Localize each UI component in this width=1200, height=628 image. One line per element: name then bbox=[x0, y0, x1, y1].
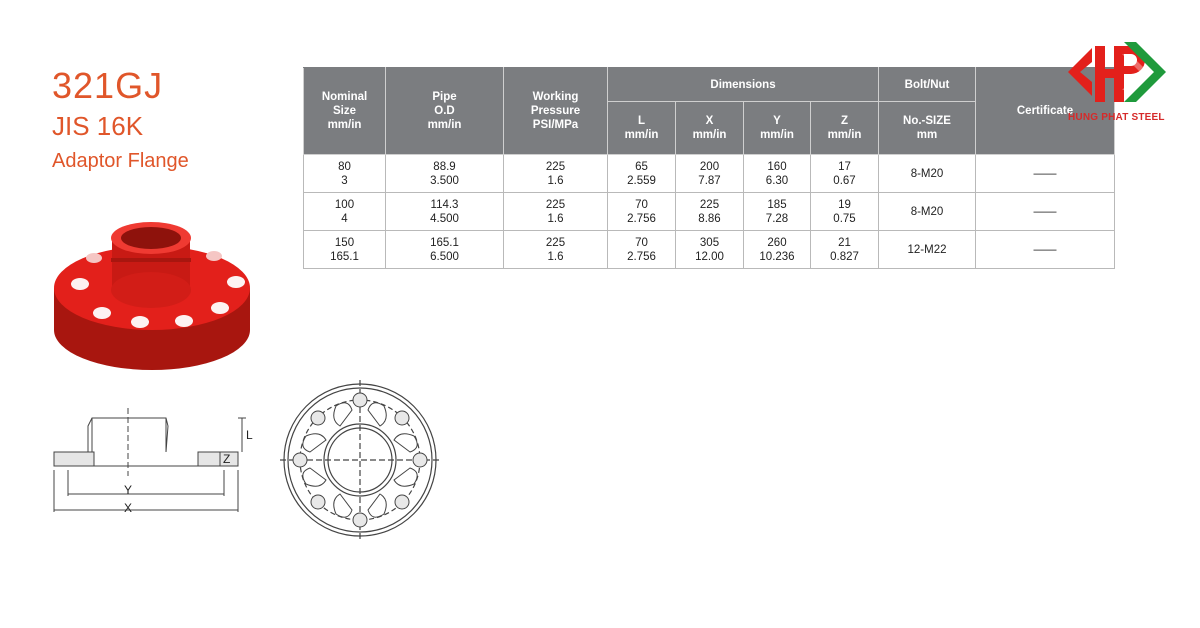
table-row bbox=[304, 155, 1115, 193]
cell-od: 88.9 3.500 bbox=[386, 155, 504, 193]
cell-cert: —— bbox=[976, 231, 1115, 269]
table-row bbox=[304, 193, 1115, 231]
flange-photo bbox=[50, 218, 260, 378]
header-certificate: Certificate bbox=[976, 68, 1115, 155]
cell-Z: 19 0.75 bbox=[811, 193, 879, 231]
cell-L: 65 2.559 bbox=[608, 155, 676, 193]
header-Z: Z mm/in bbox=[811, 102, 879, 155]
cell-nominal: 100 4 bbox=[304, 193, 386, 231]
cell-cert: —— bbox=[976, 155, 1115, 193]
header-no-size: No.-SIZE mm bbox=[879, 102, 976, 155]
cell-X: 305 12.00 bbox=[676, 231, 744, 269]
cell-Y: 185 7.28 bbox=[744, 193, 811, 231]
cell-od: 114.3 4.500 bbox=[386, 193, 504, 231]
product-standard: JIS 16K bbox=[52, 111, 144, 141]
cell-nominal: 80 3 bbox=[304, 155, 386, 193]
product-title-block bbox=[52, 66, 189, 174]
product-model: 321GJ bbox=[52, 65, 164, 106]
cell-pressure: 225 1.6 bbox=[504, 231, 608, 269]
header-X: X mm/in bbox=[676, 102, 744, 155]
cell-cert: —— bbox=[976, 193, 1115, 231]
cell-X: 225 8.86 bbox=[676, 193, 744, 231]
dim-label-y: Y bbox=[124, 483, 133, 497]
dim-label-l: L bbox=[246, 428, 253, 442]
cell-Y: 160 6.30 bbox=[744, 155, 811, 193]
cell-bolt: 12-M22 bbox=[879, 231, 976, 269]
cell-od: 165.1 6.500 bbox=[386, 231, 504, 269]
brand-name: HUNG PHAT STEEL bbox=[1068, 112, 1165, 123]
cell-pressure: 225 1.6 bbox=[504, 193, 608, 231]
cell-pressure: 225 1.6 bbox=[504, 155, 608, 193]
header-bolt-nut: Bolt/Nut bbox=[879, 68, 976, 102]
dim-label-x: X bbox=[124, 501, 133, 515]
header-L: L mm/in bbox=[608, 102, 676, 155]
cell-Y: 260 10.236 bbox=[744, 231, 811, 269]
table-row bbox=[304, 231, 1115, 269]
cell-Z: 17 0.67 bbox=[811, 155, 879, 193]
cell-Z: 21 0.827 bbox=[811, 231, 879, 269]
header-dimensions: Dimensions bbox=[608, 68, 879, 102]
cell-L: 70 2.756 bbox=[608, 231, 676, 269]
product-name: Adaptor Flange bbox=[52, 150, 189, 172]
cell-L: 70 2.756 bbox=[608, 193, 676, 231]
header-Y: Y mm/in bbox=[744, 102, 811, 155]
cell-X: 200 7.87 bbox=[676, 155, 744, 193]
header-pipe-od: Pipe O.D mm/in bbox=[386, 68, 504, 155]
spec-table bbox=[303, 67, 1115, 269]
dim-label-z: Z bbox=[223, 452, 231, 466]
cell-bolt: 8-M20 bbox=[879, 155, 976, 193]
header-working-pressure: Working Pressure PSI/MPa bbox=[504, 68, 608, 155]
cell-bolt: 8-M20 bbox=[879, 193, 976, 231]
cell-nominal: 150 165.1 bbox=[304, 231, 386, 269]
header-nominal-size: Nominal Size mm/in bbox=[304, 68, 386, 155]
top-view-drawing bbox=[280, 380, 440, 540]
